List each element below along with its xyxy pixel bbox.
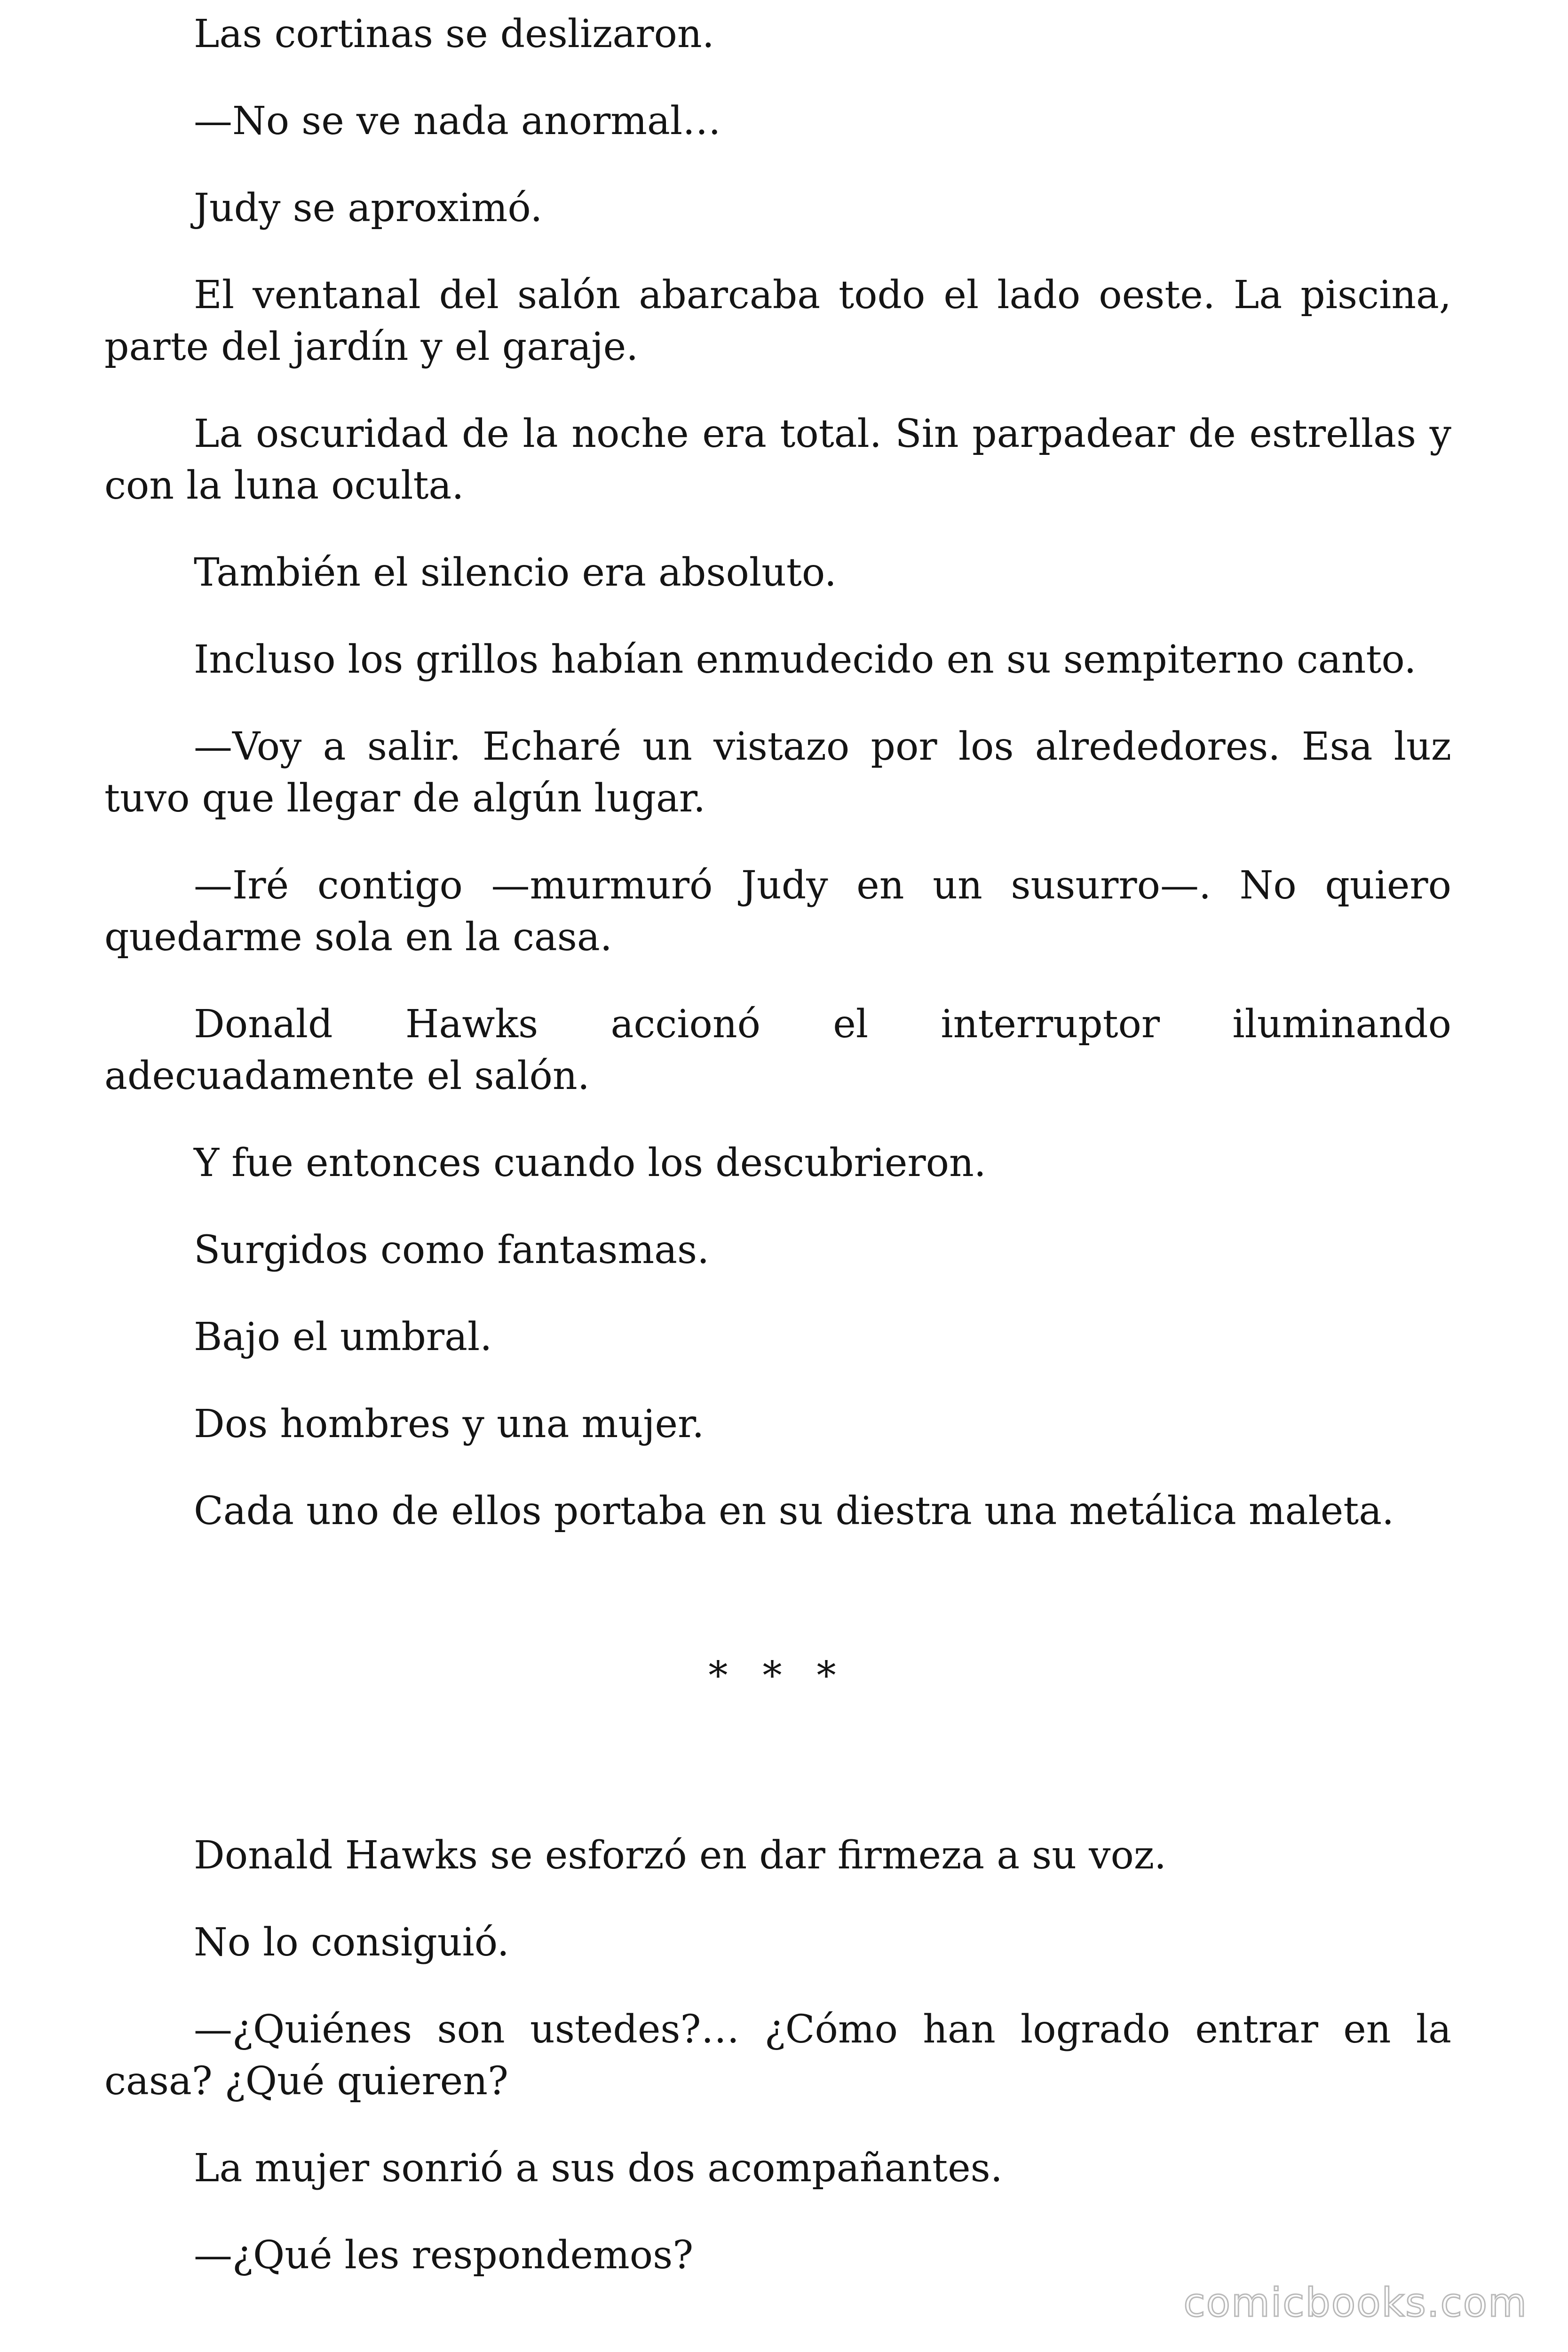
paragraph: La mujer sonrió a sus dos acompañantes. [194,2146,1003,2191]
paragraph: La oscuridad de la noche era total. Sin parpadear de estrellas y con la luna oculta. [104,412,1451,508]
paragraph: —No se ve nada anormal… [194,99,721,143]
paragraph: —Voy a salir. Echaré un vistazo por los alrededores. Esa luz tuvo que llegar de algún lugar. [104,724,1451,821]
paragraph: Cada uno de ellos portaba en su diestra una metálica maleta. [194,1489,1394,1534]
paragraph: Judy se aproximó. [194,186,543,230]
text-block-before [104,8,1451,1537]
paragraph: Surgidos como fantasmas. [194,1228,710,1272]
paragraph: No lo consiguió. [194,1920,509,1965]
section-separator: * * * [708,1653,847,1698]
watermark: comicbooks.com [1183,2280,1528,2326]
paragraph: Donald Hawks accionó el interruptor iluminando adecuadamente el salón. [104,1002,1451,1098]
paragraph: También el silencio era absoluto. [194,550,837,595]
paragraph: Y fue entonces cuando los descubrieron. [194,1141,986,1185]
book-page [104,8,1451,2317]
paragraph: Bajo el umbral. [194,1315,492,1359]
text-block-after [104,1830,1451,2281]
paragraph: Donald Hawks se esforzó en dar firmeza a su voz. [194,1833,1167,1878]
paragraph: —Iré contigo —murmuró Judy en un susurro—. No quiero quedarme sola en la casa. [104,863,1451,960]
paragraph: Incluso los grillos habían enmudecido en su sempiterno canto. [194,637,1417,682]
paragraph: Las cortinas se deslizaron. [194,12,714,56]
paragraph: —¿Quiénes son ustedes?… ¿Cómo han logrado entrar en la casa? ¿Qué quieren? [104,2007,1451,2104]
paragraph: El ventanal del salón abarcaba todo el lado oeste. La piscina, parte del jardín y el garaje. [104,273,1451,369]
paragraph: —¿Qué les respondemos? [194,2233,694,2278]
paragraph: Dos hombres y una mujer. [194,1402,705,1446]
